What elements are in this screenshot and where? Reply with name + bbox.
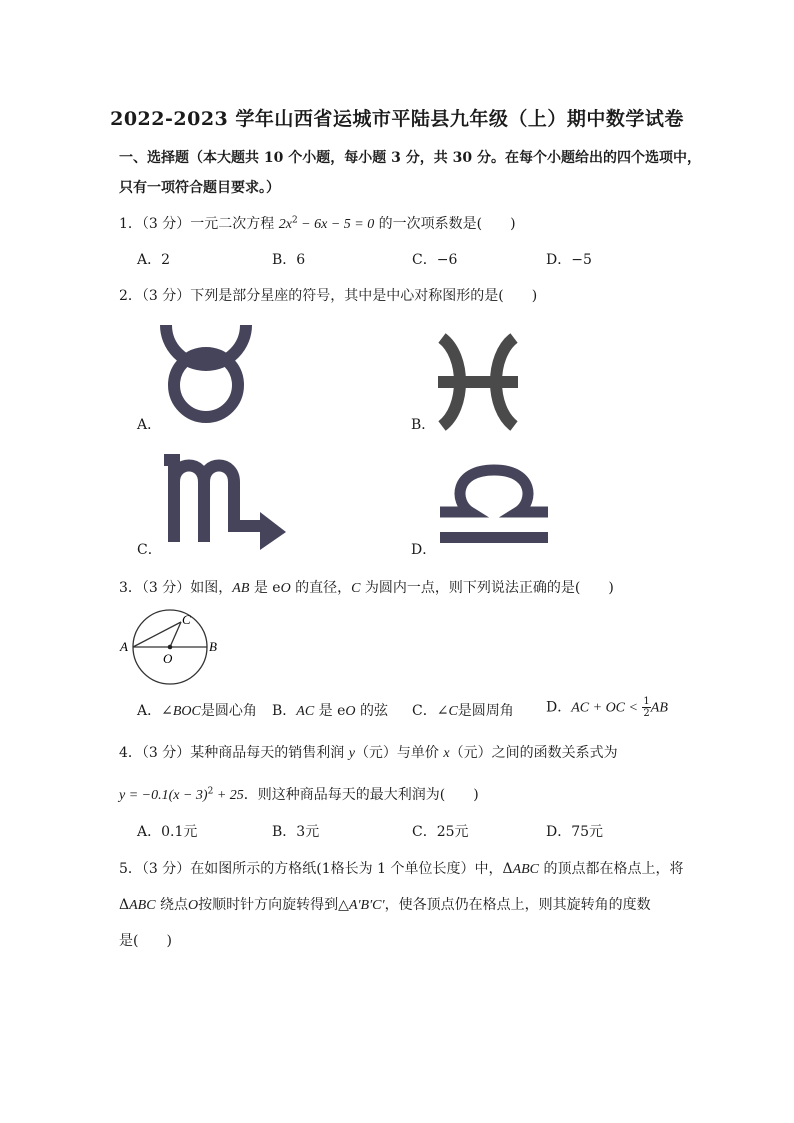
q4-equation-b: + 25: [213, 788, 244, 803]
section-header-line2: 只有一项符合题目要求。）: [119, 180, 280, 196]
q4-equation-sup: 2: [207, 786, 214, 797]
question-2: 2．（3 分）下列是部分星座的符号，其中是中心对称图形的是( ): [119, 288, 538, 304]
q4-equation-a: y = −0.1(x − 3): [119, 788, 208, 803]
q4-mid1: （元）与单价: [354, 745, 444, 761]
q1-option-d[interactable]: D．−5: [546, 252, 592, 268]
q1-equation-b: − 6x − 5 = 0: [297, 217, 375, 232]
fig-label-c: C: [182, 612, 191, 627]
q5-line2-mid: 绕点: [155, 897, 189, 913]
q3-opt-d-fraction: [642, 696, 650, 719]
q3-opt-a-pre: A．∠: [137, 703, 173, 719]
q3-text-4: 为圆内一点，则下列说法正确的是( ): [360, 580, 614, 596]
q3-frac-den: 2: [643, 708, 650, 719]
q3-option-c[interactable]: [412, 700, 514, 720]
page-title: 2022-2023 学年山西省运城市平陆县九年级（上）期中数学试卷: [110, 108, 684, 130]
q3-circle-figure: [118, 605, 228, 687]
q3-ab: AB: [232, 581, 250, 596]
q4-option-a[interactable]: A．0.1元: [137, 824, 198, 840]
q3-text-2: 是 e: [249, 580, 281, 596]
q4-y: y: [348, 746, 355, 761]
q3-text-1: 3．（3 分）如图，: [119, 580, 233, 596]
q5-abc: ABC: [512, 862, 540, 877]
q4-line2-post: ．则这种商品每天的最大利润为( ): [243, 787, 479, 803]
q5-line1-pre: 5．（3 分）在如图所示的方格纸(1格长为 1 个单位长度）中，Δ: [119, 861, 513, 877]
q2-option-b[interactable]: B．: [411, 417, 436, 433]
scorpio-icon: [164, 452, 288, 550]
q3-option-a[interactable]: [137, 700, 257, 720]
q5-line2-mid2: 按顺时针方向旋转得到△: [198, 897, 349, 913]
q3-opt-d-pre: D．: [546, 699, 572, 716]
q4-option-d[interactable]: D．75元: [546, 824, 604, 840]
question-5-line2: [119, 894, 651, 914]
q1-suffix: 的一次项系数是( ): [374, 216, 516, 232]
q3-opt-d-math: AC + OC <: [571, 700, 638, 716]
q3-o: O: [280, 581, 291, 596]
q1-equation-sup: 2: [291, 215, 298, 226]
q3-opt-a-math: BOC: [172, 704, 201, 719]
q3-text-3: 的直径，: [290, 580, 352, 596]
question-3: [119, 577, 614, 597]
q5-line2-post: ，使各顶点仍在格点上，则其旋转角的度数: [384, 897, 651, 913]
q2-option-d[interactable]: D．: [411, 542, 437, 558]
q5-o: O: [188, 898, 199, 913]
q1-prefix: 1．（3 分）一元二次方程: [119, 216, 279, 232]
q1-equation-a: 2x: [278, 217, 292, 232]
q3-opt-b-pre: B．: [272, 703, 297, 719]
fig-label-a: A: [120, 639, 128, 654]
q4-line1-pre: 4．（3 分）某种商品每天的销售利润: [119, 745, 349, 761]
pisces-icon: [438, 338, 518, 426]
q3-opt-a-post: 是圆心角: [200, 703, 257, 719]
q1-option-b[interactable]: B．6: [272, 252, 306, 268]
q3-option-d[interactable]: [546, 696, 668, 719]
fig-label-b: B: [209, 639, 217, 654]
question-4-line2: [119, 784, 479, 804]
q4-x: x: [443, 746, 450, 761]
q2-option-a[interactable]: A．: [137, 417, 162, 433]
q4-option-b[interactable]: B．3元: [272, 824, 320, 840]
q5-line1-post: 的顶点都在格点上，将: [539, 861, 684, 877]
q3-opt-b-o: O: [345, 704, 356, 719]
fig-label-o: O: [163, 651, 173, 666]
q3-c: C: [351, 581, 361, 596]
q5-abc2: ABC: [129, 898, 156, 913]
q4-option-c[interactable]: C．25元: [412, 824, 469, 840]
section-header-line1: 一、选择题（本大题共 10 个小题，每小题 3 分，共 30 分。在每个小题给出的四个选项中，: [119, 150, 701, 166]
q5-abc3: A′B′C′: [348, 898, 385, 913]
q3-opt-b-mid: 是 e: [314, 703, 346, 719]
q3-frac-num: 1: [643, 696, 650, 707]
q3-opt-b-post: 的弦: [355, 703, 388, 719]
q2-option-c[interactable]: C．: [137, 542, 162, 558]
libra-icon: [440, 458, 548, 548]
question-5-line1: [119, 858, 683, 878]
q3-opt-c-post: 是圆周角: [457, 703, 514, 719]
q1-option-a[interactable]: A．2: [137, 252, 171, 268]
question-1: [119, 213, 516, 233]
q1-option-c[interactable]: C．−6: [412, 252, 458, 268]
q4-line1-post: （元）之间的函数关系式为: [449, 745, 618, 761]
q3-opt-c-pre: C．∠: [412, 703, 449, 719]
q3-opt-c-math: C: [448, 704, 458, 719]
q5-line2-pre: Δ: [119, 897, 130, 913]
question-5-line3: 是( ): [119, 933, 172, 949]
q3-option-b[interactable]: [272, 700, 388, 720]
q3-opt-d-end: AB: [650, 700, 668, 716]
question-4-line1: [119, 742, 618, 762]
q3-opt-b-math: AC: [296, 704, 315, 719]
taurus-icon: [160, 325, 252, 425]
